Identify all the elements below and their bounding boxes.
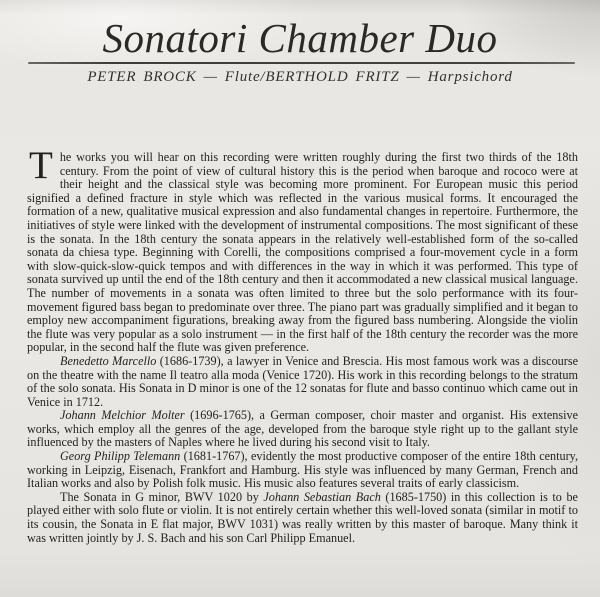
paragraph-text: (1686-1739), a lawyer in Venice and Brescia. His most famous work was a discourse on the theatre with the name Il teatro alla moda (Venice 1720). His work in this recording belongs to the stratum of the solo sonata. His Sonata in D minor is one of the 12 sonatas for flute and basso continuo which came out in Venice in 1712. bbox=[27, 353, 578, 409]
composer-name: Johann Melchior Molter bbox=[60, 408, 185, 423]
paragraph-text: (1685-1750) in this collection is to be played either with solo flute or violin. It is not entirely certain whether this well-loved sonata (similar in motif to its cousin, the Sonata in E flat major, BWV 1031) was really written by this master of baroque. Many think it was written jointly by J. S. Bach and his son Carl Philipp Emanuel. bbox=[27, 489, 578, 545]
header bbox=[0, 0, 600, 86]
paragraph-text: he works you will hear on this recording were written roughly during the first two thirds of the 18th century. From the point of view of cultural history this is the period when baroque and rococo were at their height and the classical style was becoming more prominent. For European music this period signified a defined fracture in style which was reflected in the various musical forms. It encouraged the formation of a new, qualitative musical expression and also fundamental changes in repertoire. Furthermore, the initiatives of style were linked with the development of instrumental compositions. The most significant of these is the sonata. In the 18th century the sonata appears in the relatively well-established form of the so-called sonata da chiesa type. Beginning with Corelli, the compositions comprised a four-movement cycle in a form with slow-quick-slow-quick tempos and with differences in the way in which it was performed. This type of sonata survived up until the end of the 18th century and then it accommodated a new classical musical language. The number of movements in a sonata was often limited to three but the solo performance with its four-movement figured bass began to predominate over three. The piano part was gradually simplified and it began to employ new accompaniment figurations, breaking away from the figured bass numbering. Alongside the violin the flute was very popular as a solo instrument — in the first half of the 18th century the recorder was the more popular, in the second half the flute was given preference. bbox=[27, 150, 578, 355]
molter-paragraph bbox=[27, 409, 578, 450]
title-divider-line bbox=[28, 62, 575, 64]
drop-cap: T bbox=[29, 144, 53, 187]
album-title: Sonatori Chamber Duo bbox=[102, 15, 498, 61]
composer-name: Benedetto Marcello bbox=[60, 353, 157, 368]
liner-notes bbox=[27, 144, 578, 545]
telemann-paragraph bbox=[27, 450, 578, 491]
marcello-paragraph bbox=[27, 355, 578, 409]
composer-name: Johann Sebastian Bach bbox=[263, 489, 381, 504]
paragraph-text: (1681-1767), evidently the most productive composer of the entire 18th century, working in Leipzig, Eisenach, Frankfort and Hamburg. His style was influenced by many German, French and Italian works and also by Polish folk music. His music also features several traits of early classicism. bbox=[27, 449, 578, 491]
performers-line: PETER BROCK — Flute/BERTHOLD FRITZ — Harpsichord bbox=[87, 69, 513, 85]
composer-name: Georg Philipp Telemann bbox=[60, 449, 181, 464]
paragraph-text: The Sonata in G minor, BWV 1020 by bbox=[60, 489, 264, 504]
bach-paragraph bbox=[27, 491, 578, 545]
intro-paragraph bbox=[27, 144, 578, 355]
paragraph-text: (1696-1765), a German composer, choir master and organist. His extensive works, which employ all the genres of the age, developed from the baroque style right up to the gallant style influenced by the masters of Naples where he lived during his second visit to Italy. bbox=[27, 408, 578, 450]
